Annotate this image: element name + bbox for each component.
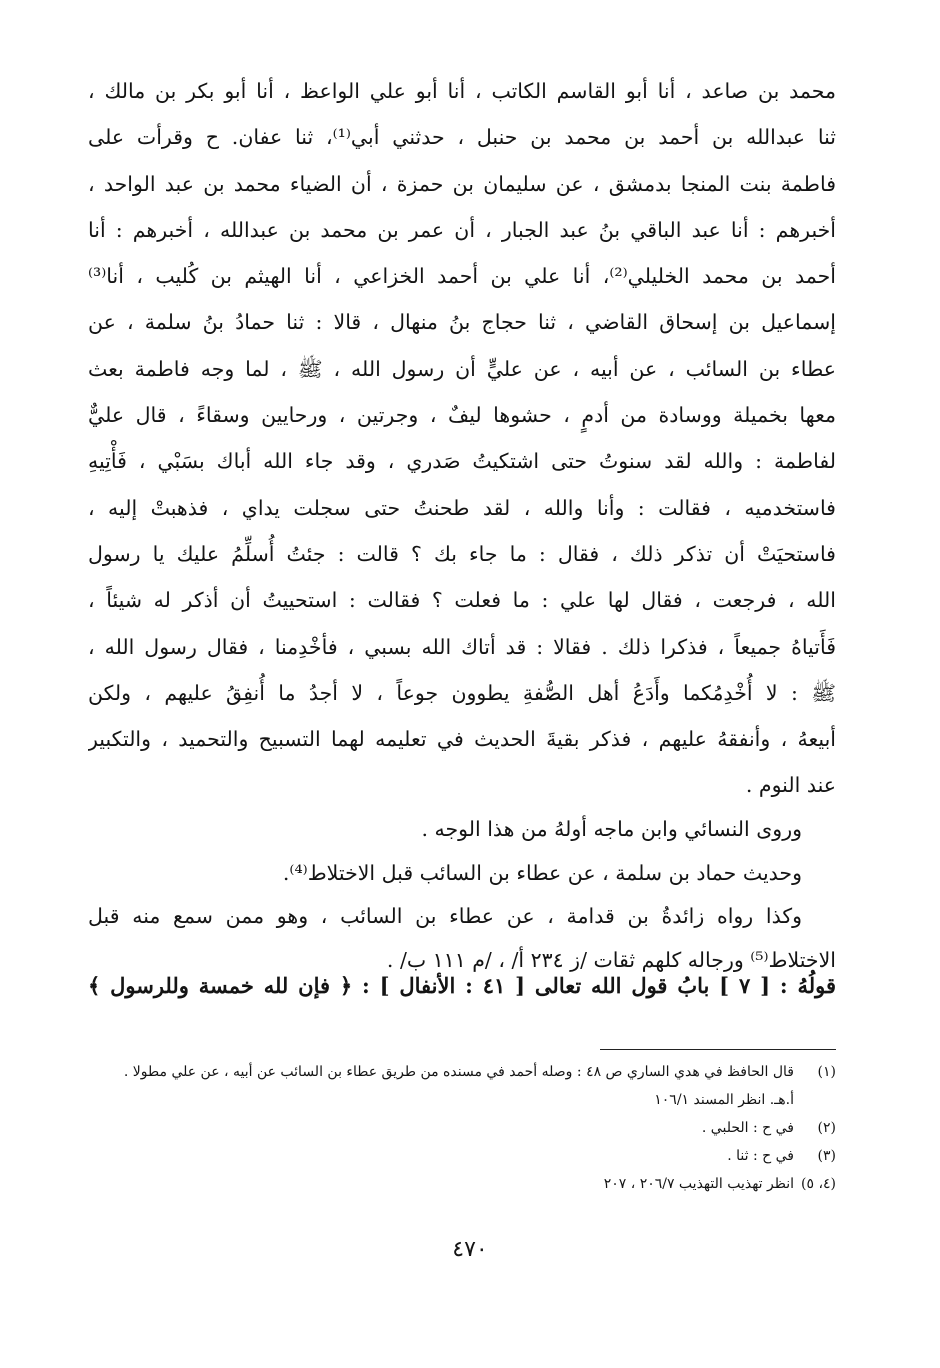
text-line: أبيعهُ ، وأنفقهُ عليهم ، فذكر بقيةَ الحديث في تعليمه لهما التسبيح والتحميد ، والتكبير bbox=[88, 727, 836, 752]
footnote-number: (٤، ٥) bbox=[801, 1176, 836, 1192]
footnote bbox=[80, 1170, 836, 1198]
footnote-text: أ.هـ. انظر المسند ١٠٦/١ bbox=[654, 1092, 794, 1108]
text-line: عند النوم . bbox=[745, 773, 836, 798]
text-line: فَأَتياهُ جميعاً ، فذكرا ذلك . فقالا : قد أتاك الله بسبي ، فأخْدِمنا ، فقال رسول الله ، bbox=[88, 634, 836, 659]
text-line: ﷺ : لا أُخْدِمُكما وأَدَعُ أهل الصُّفةِ يطوون جوعاً ، لا أجدُ ما أُنفِقُ عليهم ، ولكن bbox=[88, 680, 836, 705]
text-line: أحمد بن محمد الخليلي⁽²⁾، أنا علي بن أحمد الخزاعي ، أنا الهيثم بن كُليب ، أنا⁽³⁾ bbox=[88, 264, 836, 289]
narration-block bbox=[88, 808, 836, 982]
text-line: معها بخميلة ووسادة من أدمٍ ، حشوها ليفٌ ، وجرتين ، ورحايين وسقاءً ، قال عليٌّ bbox=[88, 403, 836, 428]
narration-line: الاختلاط⁽⁵⁾ ورجاله كلهم ثقات /ز ٢٣٤ أ/ ، /م ١١١ ب/ . bbox=[386, 947, 836, 972]
footnote-text: انظر تهذيب التهذيب ٢٠٦/٧ ، ٢٠٧ bbox=[603, 1176, 794, 1192]
footnote bbox=[80, 1114, 836, 1142]
narration-line: وحديث حماد بن سلمة ، عن عطاء بن السائب قبل الاختلاط⁽⁴⁾. bbox=[282, 860, 802, 885]
page-number: ٤٧٠ bbox=[452, 1237, 488, 1262]
footnote bbox=[80, 1058, 836, 1086]
text-line: محمد بن صاعد ، أنا أبو القاسم الكاتب ، أنا أبو علي الواعظ ، أنا أبو بكر بن مالك ، bbox=[88, 79, 836, 103]
text-line: ثنا عبدالله بن أحمد بن محمد بن حنبل ، حدثني أبي⁽¹⁾، ثنا عفان. ح وقرأت على bbox=[88, 125, 836, 150]
footnote-number: (٣) bbox=[817, 1148, 836, 1164]
footnote-continuation bbox=[80, 1086, 836, 1114]
text-line: فاستحيَتْ أن تذكر ذلك ، فقال : ما جاء بك ؟ قالت : جئتُ أُسلِّمُ عليك يا رسول bbox=[88, 541, 836, 566]
text-line: الله ، فرجعت ، فقال لها علي : ما فعلت ؟ فقالت : استحييتُ أن أذكر له شيئاً ، bbox=[88, 588, 836, 613]
text-line: عطاء بن السائب ، عن أبيه ، عن عليٍّ أن رسول الله ، ﷺ ، لما وجه فاطمة بعث bbox=[88, 356, 836, 381]
text-line: أخبرهم : أنا عبد الباقي بنُ عبد الجبار ، أن عمر بن محمد بن عبدالله ، أخبرهم : أنا bbox=[88, 217, 836, 242]
narration-line: وروى النسائي وابن ماجه أولهُ من هذا الوجه . bbox=[421, 817, 802, 841]
footnote-number: (٢) bbox=[817, 1120, 836, 1136]
footnote-text: قال الحافظ في هدي الساري ص ٤٨ : وصله أحمد في مسنده من طريق عطاء بن السائب عن أبيه ، عن علي مطولا . bbox=[123, 1064, 794, 1080]
footnotes bbox=[80, 1058, 836, 1198]
footnote-text: في ح : ثنا . bbox=[727, 1148, 794, 1164]
text-line: فاطمة بنت المنجا بدمشق ، عن سليمان بن حمزة ، أن الضياء محمد بن عبد الواحد ، bbox=[88, 171, 836, 196]
text-line: لفاطمة : والله لقد سنوتُ حتى اشتكيتُ صَدري ، وقد جاء الله أباك بسَبْي ، فَأْتِيهِ bbox=[88, 449, 836, 474]
hadith-text-block bbox=[88, 68, 836, 809]
footnote-divider bbox=[600, 1049, 836, 1050]
text-line: فاستخدميه ، فقالت : وأنا والله ، لقد طحنتُ حتى سجلت يداي ، فذهبتْ إليه ، bbox=[88, 495, 836, 520]
chapter-heading: قولُهُ : [ ٧ ] بابُ قول الله تعالى [ ٤١ : الأنفال ] : ﴿ فإن لله خمسة وللرسول ﴾ bbox=[88, 973, 836, 998]
footnote-text: في ح : الحلبي . bbox=[701, 1120, 794, 1136]
text-line: إسماعيل بن إسحاق القاضي ، ثنا حجاج بنُ منهال ، قالا : ثنا حمادُ بنُ سلمة ، عن bbox=[88, 310, 836, 335]
narration-line: وكذا رواه زائدةُ بن قدامة ، عن عطاء بن السائب ، وهو ممن سمع منه قبل bbox=[88, 904, 802, 928]
footnote bbox=[80, 1142, 836, 1170]
footnote-number: (١) bbox=[817, 1064, 836, 1080]
